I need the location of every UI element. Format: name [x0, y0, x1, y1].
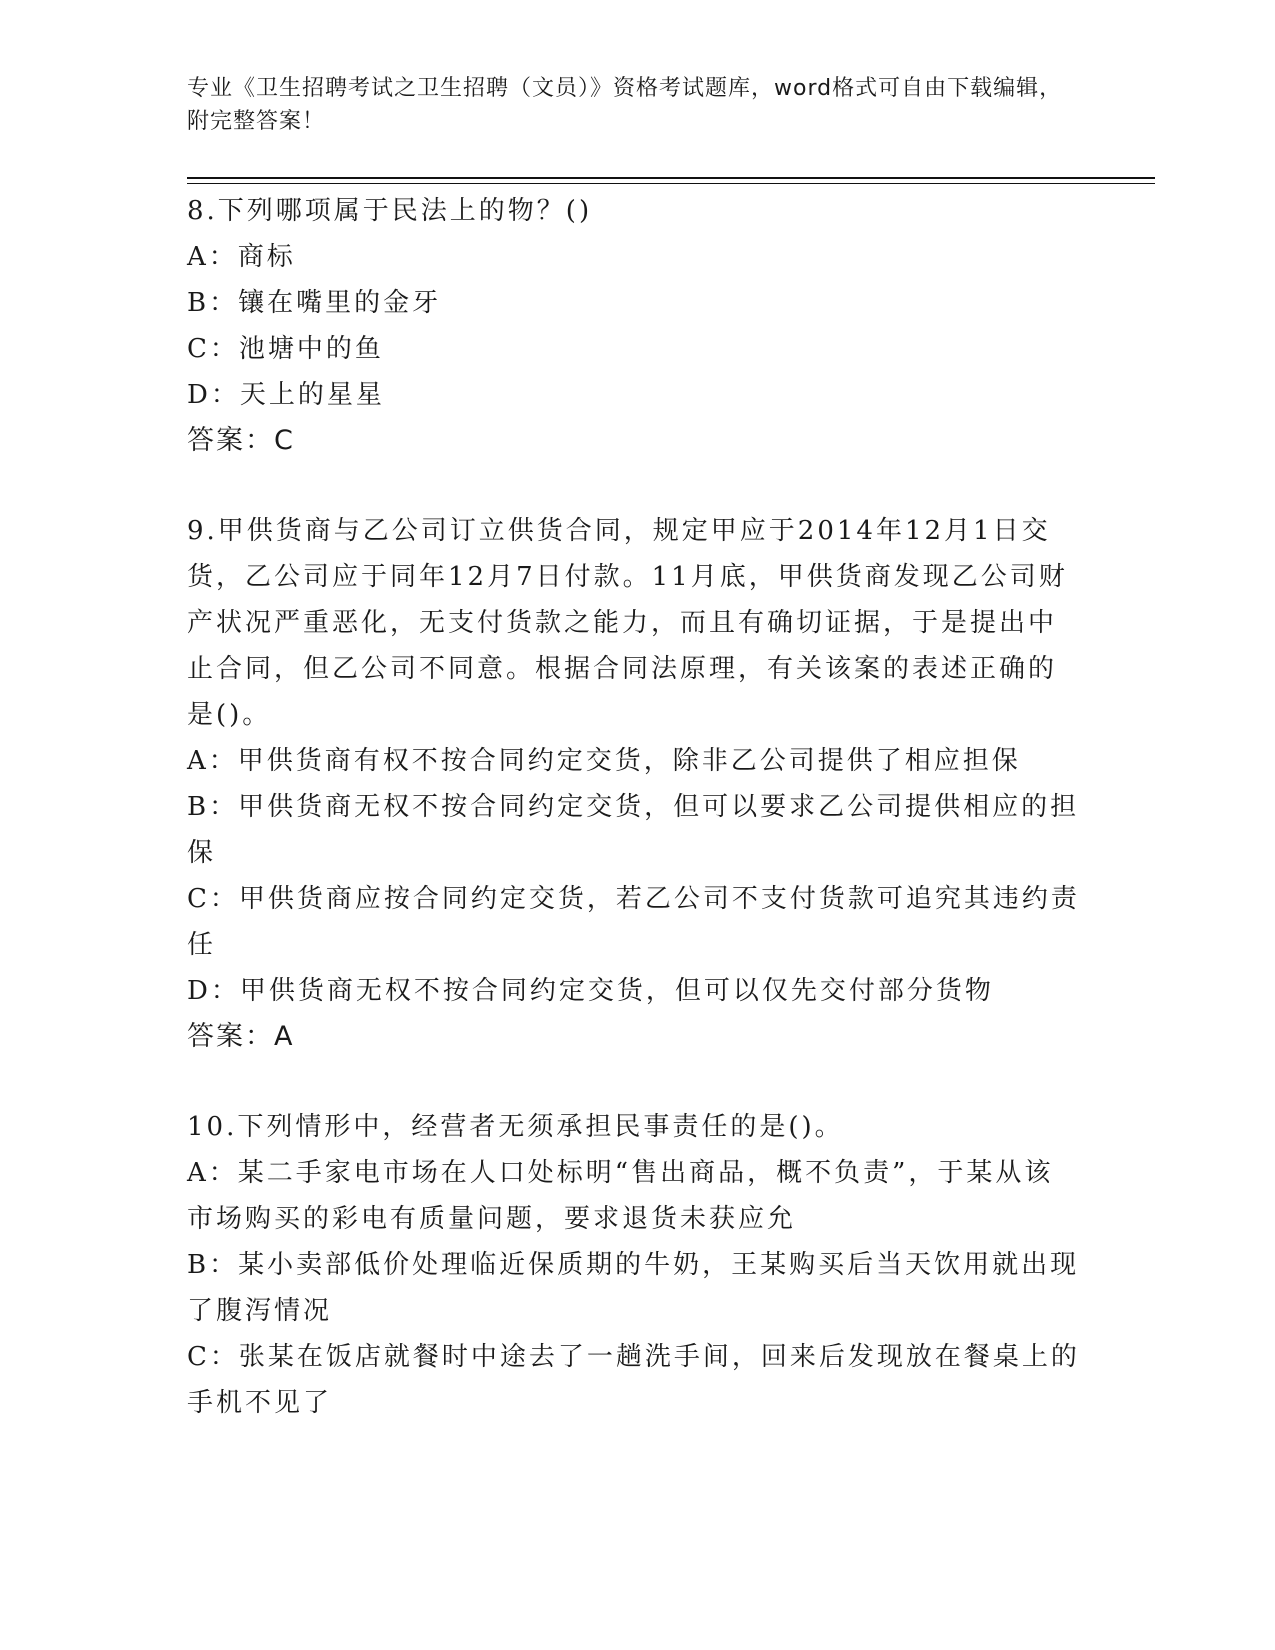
option-d: D：甲供货商无权不按合同约定交货，但可以仅先交付部分货物 — [187, 976, 994, 1006]
option-c: C：池塘中的鱼 — [187, 334, 384, 364]
question-8 — [187, 188, 1082, 464]
question-stem: 9.甲供货商与乙公司订立供货合同，规定甲应于2014年12月1日交货，乙公司应于同年12月7日付款。11月底，甲供货商发现乙公司财产状况严重恶化，无支付货款之能力，而且有确切证据，于是提出中止合同，但乙公司不同意。根据合同法原理，有关该案的表述正确的是()。 — [187, 516, 1068, 730]
option-a: A：甲供货商有权不按合同约定交货，除非乙公司提供了相应担保 — [187, 746, 1021, 776]
option-a: A：某二手家电市场在人口处标明“售出商品，概不负责”，于某从该市场购买的彩电有质量问题，要求退货未获应允 — [187, 1158, 1054, 1234]
question-gap — [187, 1060, 1082, 1104]
answer-line: 答案：C — [187, 425, 295, 456]
question-list — [187, 188, 1082, 1426]
option-c: C：张某在饭店就餐时中途去了一趟洗手间，回来后发现放在餐桌上的手机不见了 — [187, 1342, 1080, 1418]
option-b: B：某小卖部低价处理临近保质期的牛奶，王某购买后当天饮用就出现了腹泻情况 — [187, 1250, 1080, 1326]
header-divider-thin — [187, 183, 1155, 184]
option-c: C：甲供货商应按合同约定交货，若乙公司不支付货款可追究其违约责任 — [187, 884, 1080, 960]
question-gap — [187, 464, 1082, 508]
document-header: 专业《卫生招聘考试之卫生招聘（文员）》资格考试题库，word格式可自由下载编辑，附完整答案！ — [187, 76, 1063, 134]
question-10 — [187, 1104, 1082, 1426]
question-stem: 8.下列哪项属于民法上的物？() — [187, 196, 593, 226]
answer-line: 答案：A — [187, 1021, 295, 1052]
question-stem: 10.下列情形中，经营者无须承担民事责任的是()。 — [187, 1112, 844, 1142]
option-d: D：天上的星星 — [187, 380, 385, 410]
option-a: A：商标 — [187, 242, 296, 272]
option-b: B：甲供货商无权不按合同约定交货，但可以要求乙公司提供相应的担保 — [187, 792, 1080, 868]
question-9 — [187, 508, 1082, 1060]
option-b: B：镶在嘴里的金牙 — [187, 288, 442, 318]
header-divider-thick — [187, 177, 1155, 179]
